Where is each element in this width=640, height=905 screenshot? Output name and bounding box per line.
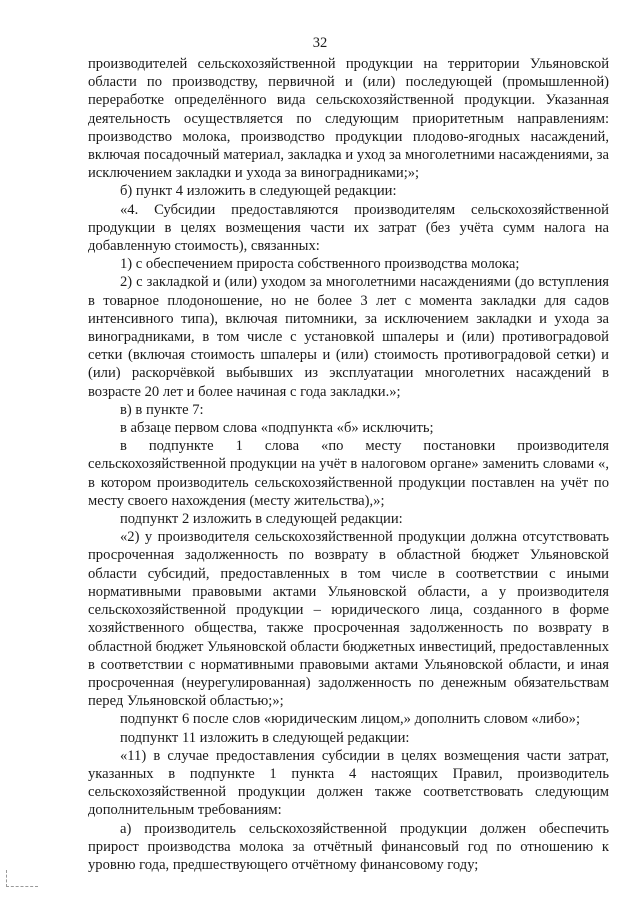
paragraph: 2) с закладкой и (или) уходом за многолетними насаждениями (до вступления в товарное плодоношение, но не более 3 лет с момента закладки для садов интенсивного типа), включая питомники, за исключением закладки и ухода за виноградниками, в том числе с установкой шпалеры и (или) противоградовой сетки (включая стоимость шпалеры и (или) стоимость противоградовой сетки) и (или) раскорчёвкой выбывших из эксплуатации многолетних насаждений в возрасте 20 лет и более начиная с года закладки.»;: [88, 274, 609, 400]
paragraph: в) в пункте 7:: [120, 401, 204, 418]
paragraph: подпункт 2 изложить в следующей редакции:: [120, 511, 403, 528]
paragraph: «11) в случае предоставления субсидии в целях возмещения части затрат, указанных в подпункте 1 пункта 4 настоящих Правил, производитель сельскохозяйственной продукции должен также соответствовать следующим дополнительным требованиям:: [88, 747, 609, 819]
paragraph: в подпункте 1 слова «по месту постановки производителя сельскохозяйственной продукции на учёт в налоговом органе» заменить словами «, в котором производитель сельскохозяйственной продукции поставлен на учёт по месту своего нахождения (месту жительства),»;: [88, 438, 609, 509]
document-body: [88, 55, 609, 874]
paragraph: «2) у производителя сельскохозяйственной продукции должна отсутствовать просроченная задолженность по возврату в областной бюджет Ульяновской области субсидий, предоставленных в том числе в соответствии с иными нормативными правовыми актами Ульяновской области, а у производителя сельскохозяйственной продукции – юридического лица, созданного в форме хозяйственного общества, также просроченная задолженность по возврату в областной бюджет Ульяновской области бюджетных инвестиций, предоставленных в соответствии с нормативными правовыми актами Ульяновской области, и иная просроченная (неурегулированная) задолженность по денежным обязательствам перед Ульяновской областью;»;: [88, 529, 609, 710]
paragraph: подпункт 6 после слов «юридическим лицом,» дополнить словом «либо»;: [120, 711, 581, 728]
scan-corner-mark: [6, 886, 38, 888]
page-number: 32: [312, 35, 328, 51]
paragraph: в абзаце первом слова «подпункта «б» исключить;: [120, 420, 434, 437]
scan-corner-mark: [6, 870, 8, 887]
paragraph: 1) с обеспечением прироста собственного производства молока;: [120, 256, 520, 273]
paragraph: а) производитель сельскохозяйственной продукции должен обеспечить прирост производства молока за отчётный финансовый год по отношению к уровню года, предшествующего отчётному финансовому году;: [88, 820, 609, 873]
paragraph: подпункт 11 изложить в следующей редакции:: [120, 729, 410, 746]
paragraph: б) пункт 4 изложить в следующей редакции:: [120, 183, 397, 200]
paragraph: производителей сельскохозяйственной продукции на территории Ульяновской области по производству, первичной и (или) последующей (промышленной) переработке определённого вида сельскохозяйственной продукции. Указанная деятельность осуществляется по следующим приоритетным направлениям: производство молока, производство продукции плодово-ягодных насаждений, включая посадочный материал, закладка и уход за многолетними насаждениями, за исключением закладки и ухода за виноградниками;»;: [88, 56, 609, 182]
paragraph: «4. Субсидии предоставляются производителям сельскохозяйственной продукции в целях возмещения части их затрат (без учёта сумм налога на добавленную стоимость), связанных:: [88, 201, 609, 255]
